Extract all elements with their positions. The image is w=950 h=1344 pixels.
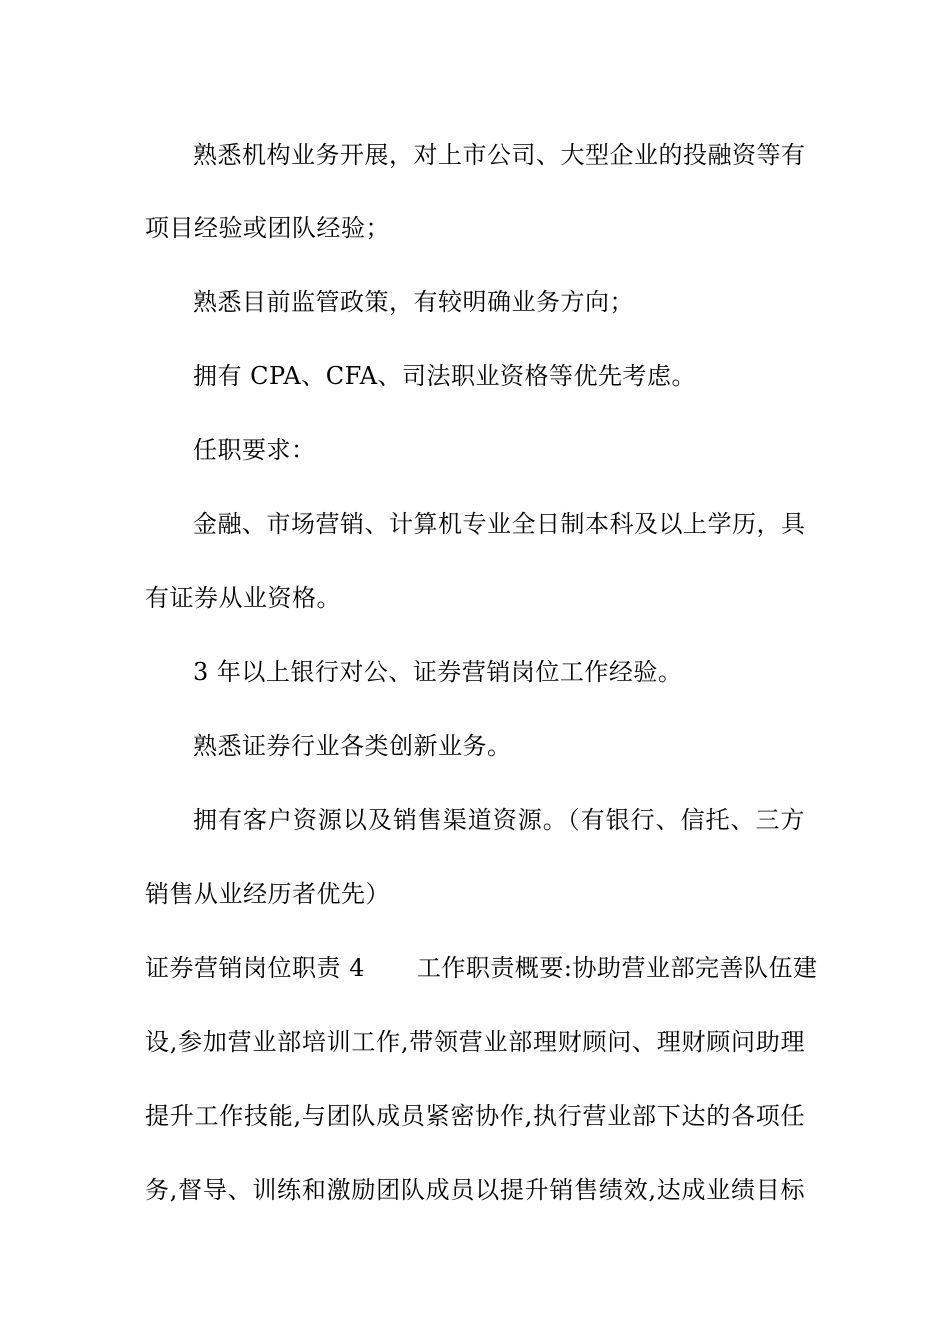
paragraph-line: 熟悉目前监管政策，有较明确业务方向； [193,288,634,316]
paragraph-line: 3 年以上银行对公、证券营销岗位工作经验。 [193,658,683,686]
paragraph-line: 务,督导、训练和激励团队成员以提升销售绩效,达成业绩目标 [145,1176,805,1204]
paragraph-line: 熟悉机构业务开展，对上市公司、大型企业的投融资等有 [193,141,806,169]
paragraph-line: 销售从业经历者优先） [145,880,390,908]
section-heading: 任职要求： [193,436,316,464]
paragraph-line: 拥有 CPA、CFA、司法职业资格等优先考虑。 [193,362,697,390]
paragraph-line: 项目经验或团队经验； [145,214,390,242]
paragraph-line: 有证券从业资格。 [145,584,341,612]
paragraph-line: 熟悉证券行业各类创新业务。 [193,732,512,760]
paragraph-line: 金融、市场营销、计算机专业全日制本科及以上学历，具 [193,510,806,538]
paragraph-line [145,953,818,983]
duty-summary-start: 工作职责概要:协助营业部完善队伍建 [416,954,818,982]
paragraph-line: 提升工作技能,与团队成员紧密协作,执行营业部下达的各项任 [145,1102,805,1130]
paragraph-line: 设,参加营业部培训工作,带领营业部理财顾问、理财顾问助理 [145,1028,805,1056]
section-title: 证券营销岗位职责 4 [145,954,365,982]
paragraph-line: 拥有客户资源以及销售渠道资源。（有银行、信托、三方 [193,806,805,834]
